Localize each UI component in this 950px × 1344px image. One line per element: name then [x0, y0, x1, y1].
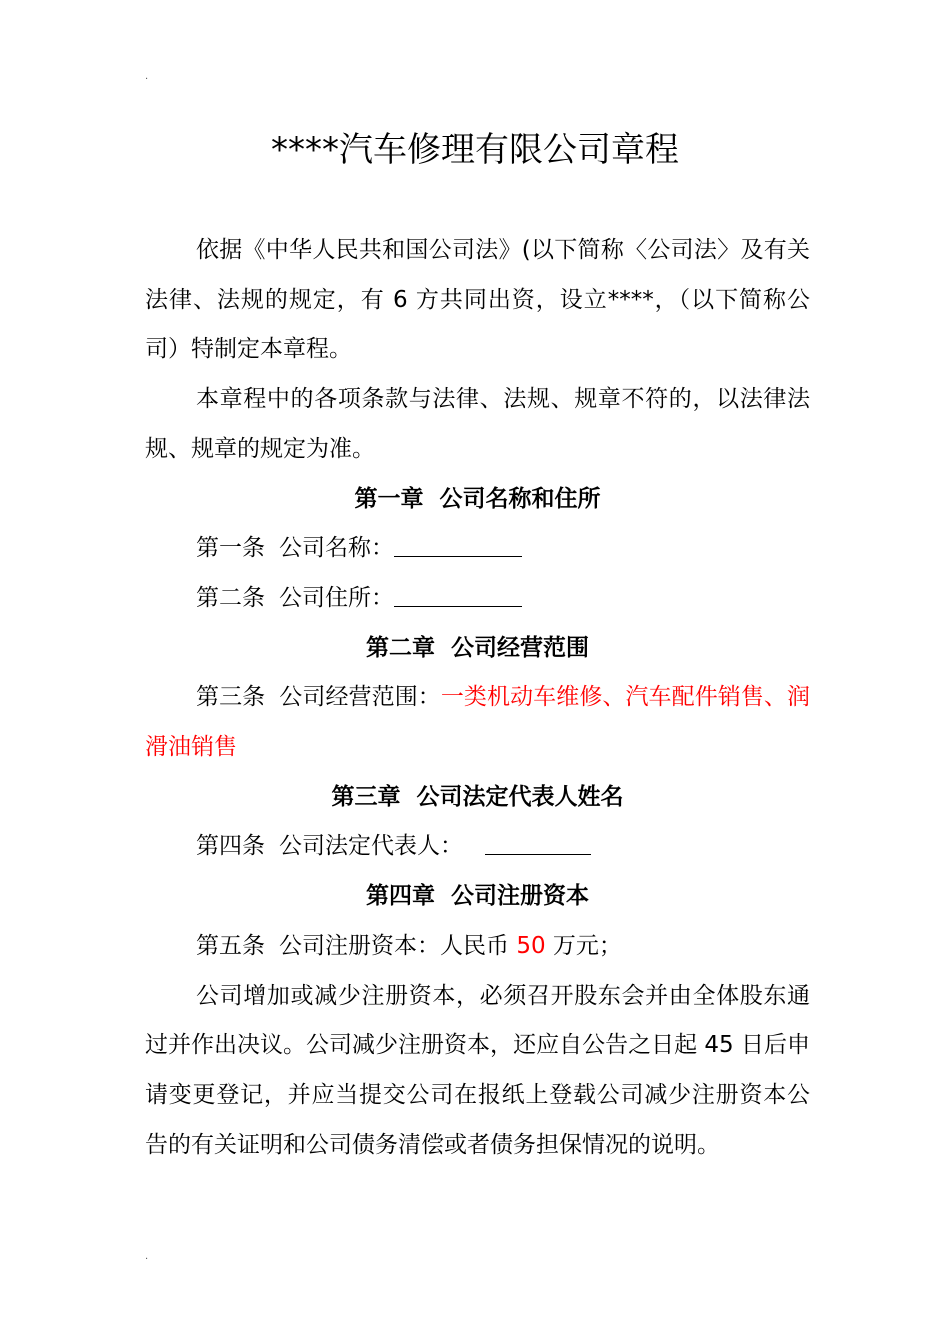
article-3	[145, 673, 810, 772]
capital-change-paragraph: 公司增加或减少注册资本，必须召开股东会并由全体股东通过并作出决议。公司减少注册资本，还应自公告之日起 45 日后申请变更登记，并应当提交公司在报纸上登载公司减少注册资本公告的有关证明和公司债务清偿或者债务担保情况的说明。	[145, 982, 810, 1158]
article-4	[145, 822, 810, 872]
article-label: 公司注册资本：人民币	[279, 932, 509, 959]
chapter-2-heading: 第二章 公司经营范围	[365, 634, 589, 661]
chapter-4-heading: 第四章 公司注册资本	[365, 883, 589, 910]
document-body	[145, 226, 810, 1170]
page-marker-bottom: .	[145, 1251, 149, 1262]
article-number: 第三条	[196, 684, 266, 711]
article-label: 公司经营范围：	[279, 684, 441, 711]
capital-amount: 50	[516, 932, 546, 959]
capital-unit: 万元；	[552, 932, 622, 959]
company-name-blank	[394, 534, 522, 557]
article-5	[145, 922, 810, 972]
company-address-blank	[394, 584, 522, 607]
article-label: 公司名称：	[279, 535, 394, 562]
chapter-1-heading: 第一章 公司名称和住所	[354, 485, 601, 512]
precedence-paragraph: 本章程中的各项条款与法律、法规、规章不符的，以法律法规、规章的规定为准。	[145, 386, 810, 462]
article-number: 第一条	[196, 535, 265, 562]
business-scope: 一类机动车维修、汽车配件销售、润滑油销售	[145, 684, 811, 761]
article-number: 第四条	[196, 833, 265, 860]
chapter-3-heading: 第三章 公司法定代表人姓名	[331, 783, 624, 810]
article-1	[145, 524, 810, 574]
article-number: 第二条	[196, 584, 265, 611]
document-title: ****汽车修理有限公司章程	[271, 130, 679, 170]
article-2	[145, 574, 810, 624]
preamble-paragraph: 依据《中华人民共和国公司法》(以下简称〈公司法〉及有关法律、法规的规定，有 6 方共同出资，设立****，（以下简称公司）特制定本章程。	[145, 237, 810, 363]
article-label: 公司住所：	[279, 584, 394, 611]
legal-representative-blank	[485, 832, 591, 855]
article-number: 第五条	[196, 932, 265, 959]
page-marker-top: .	[145, 71, 149, 82]
article-label: 公司法定代表人：	[279, 833, 463, 860]
